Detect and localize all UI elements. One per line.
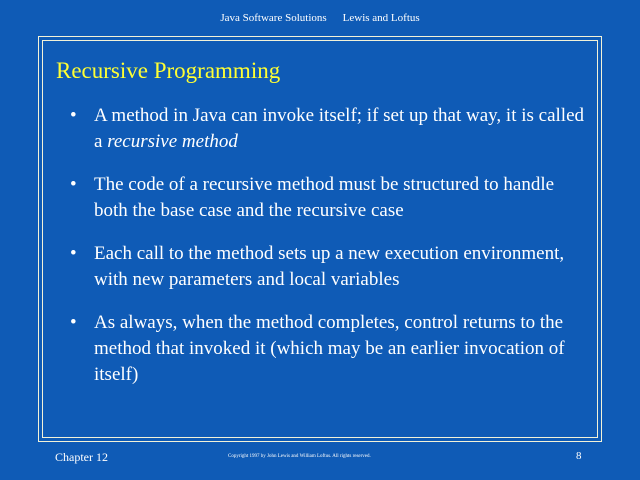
bullet-dot-icon: •	[70, 312, 77, 333]
bullet-text: A method in Java can invoke itself; if set up that way, it is called a	[94, 105, 585, 152]
bullet-dot-icon: •	[70, 174, 77, 195]
bullet-dot-icon: •	[70, 243, 77, 264]
slide-title: Recursive Programming	[56, 58, 281, 83]
authors: Lewis and Loftus	[342, 12, 420, 24]
bullet-text: The code of a recursive method must be structured to handle both the base case and the recursive case	[94, 174, 555, 221]
chapter-label: Chapter 12	[55, 450, 108, 464]
book-title: Java Software Solutions	[220, 12, 327, 24]
bullet-emphasis: recursive method	[107, 131, 238, 152]
bullet-text: As always, when the method completes, control returns to the method that invoked it (which may be an earlier invocation of itself)	[94, 312, 565, 385]
bullet-list	[66, 103, 586, 405]
bullet-item	[66, 103, 586, 155]
slide-header	[0, 12, 640, 24]
bullet-text: Each call to the method sets up a new execution environment, with new parameters and local variables	[94, 243, 565, 290]
copyright-notice: Copyright 1997 by John Lewis and William Loftus. All rights reserved.	[228, 454, 371, 459]
bullet-item	[66, 310, 586, 388]
page-number: 8	[576, 450, 582, 462]
bullet-dot-icon: •	[70, 105, 77, 126]
bullet-item	[66, 241, 586, 293]
bullet-item	[66, 172, 586, 224]
